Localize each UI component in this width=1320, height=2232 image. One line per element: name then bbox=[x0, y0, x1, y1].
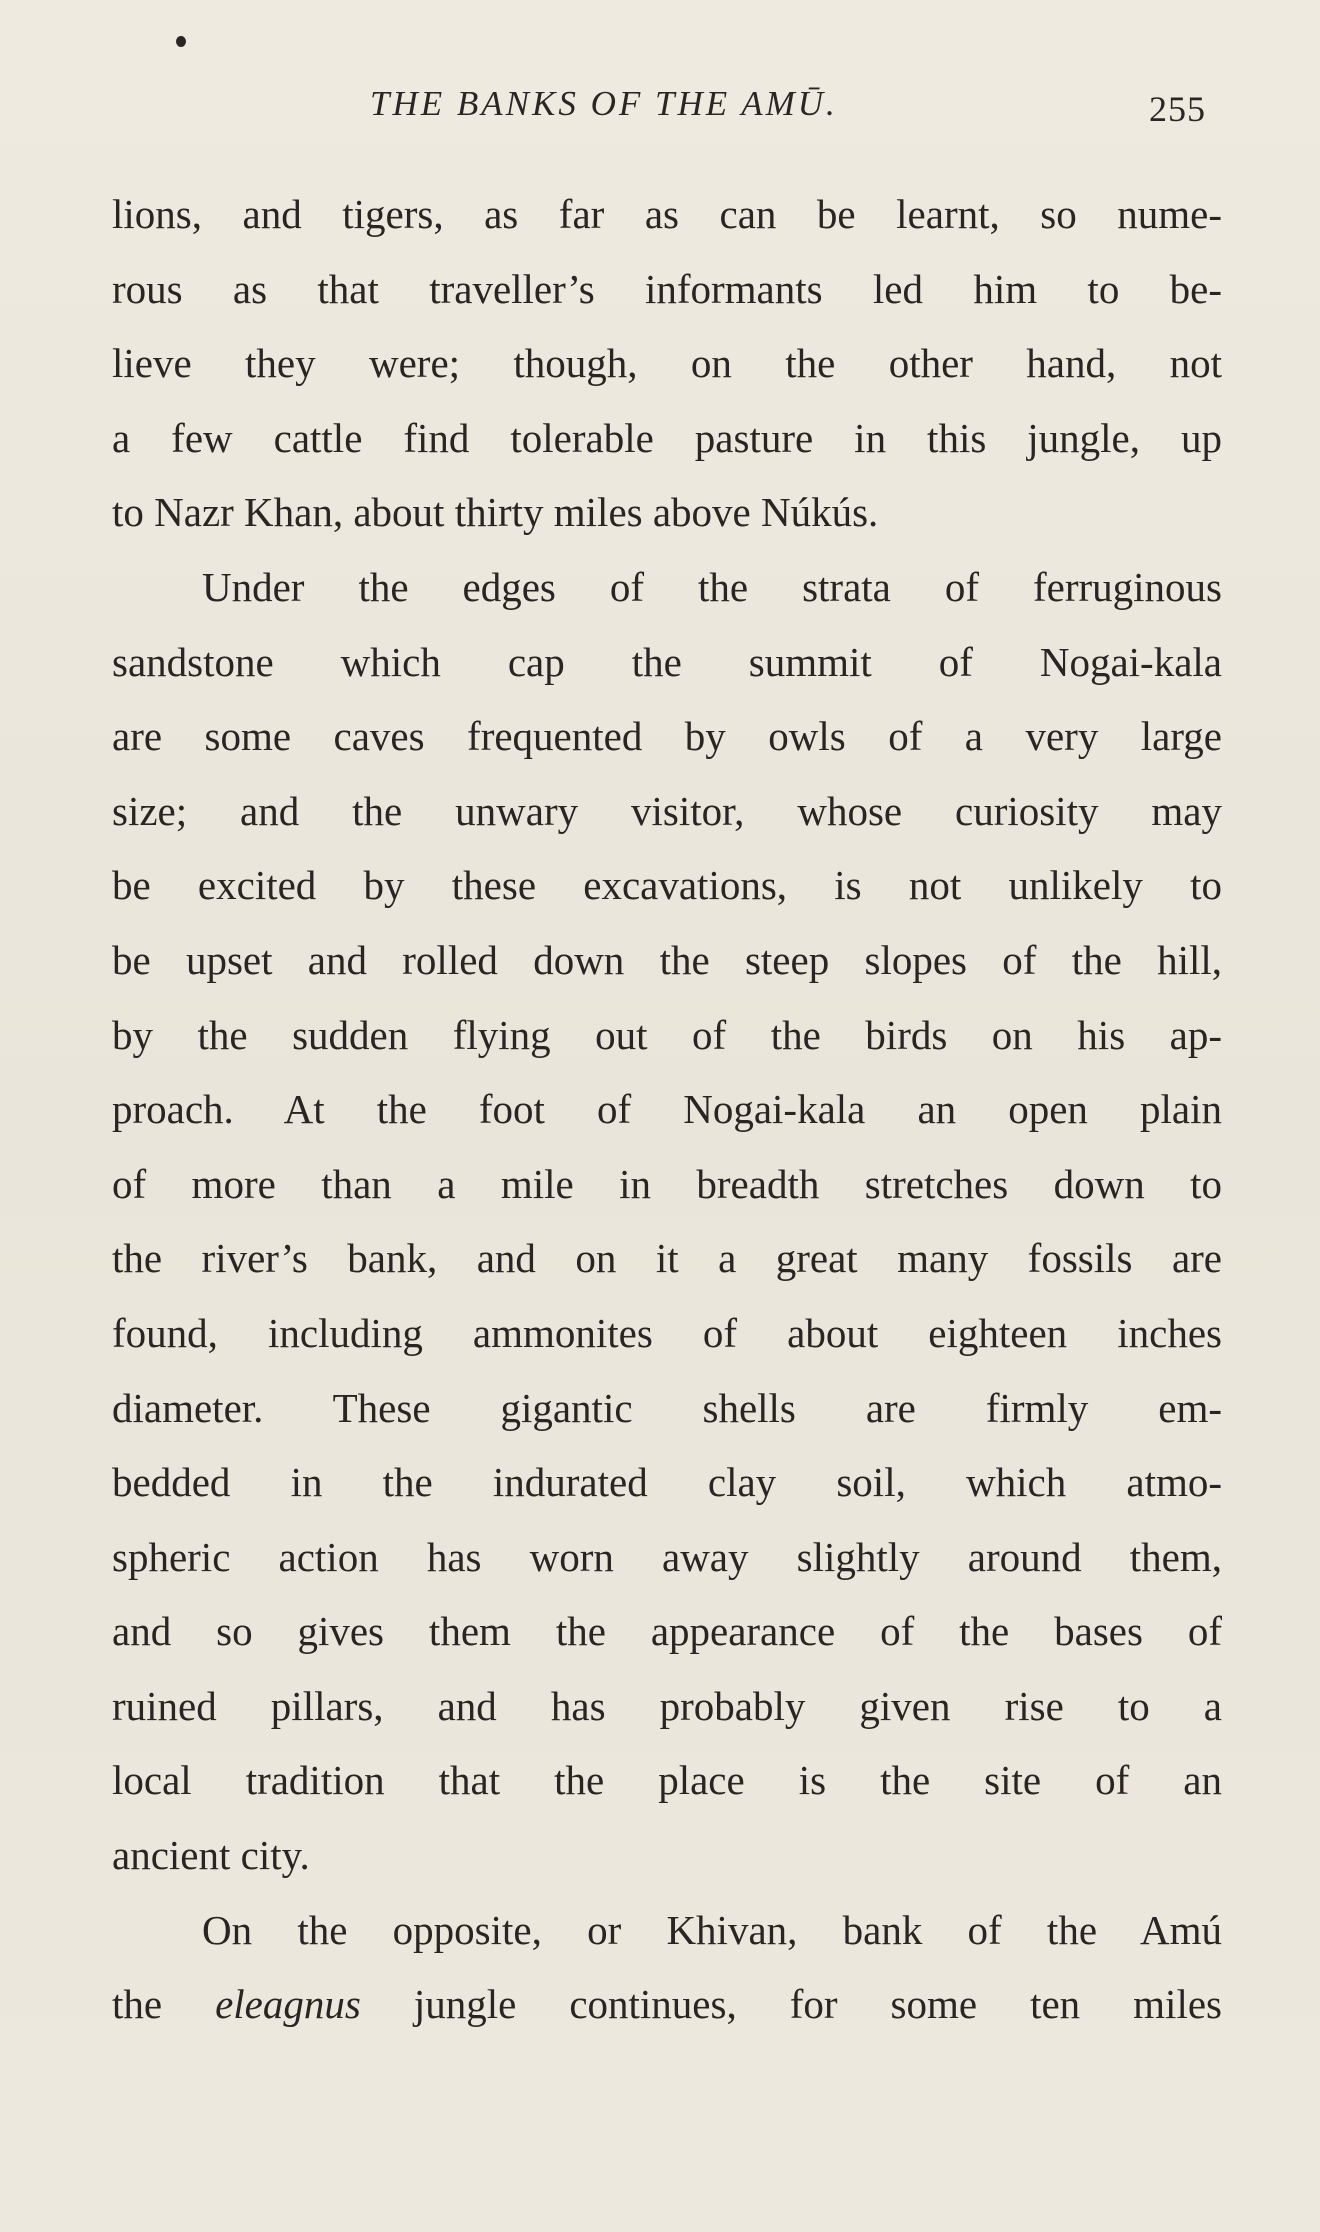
ink-spot bbox=[176, 36, 186, 47]
text-line: sandstone which cap the summit of Nogai-kala bbox=[112, 638, 1222, 685]
text-line: size; and the unwary visitor, whose curiosity may bbox=[112, 787, 1222, 834]
text-line: be excited by these excavations, is not unlikely to bbox=[112, 862, 1222, 909]
running-head: THE BANKS OF THE AMŪ. bbox=[370, 84, 838, 123]
body-text bbox=[112, 177, 1222, 2042]
text-line: ruined pillars, and has probably given rise to a bbox=[112, 1682, 1222, 1729]
text-line: by the sudden flying out of the birds on his ap- bbox=[112, 1011, 1222, 1058]
text-line: the eleagnus jungle continues, for some ten miles bbox=[112, 1981, 1222, 2028]
text-line: diameter. These gigantic shells are firmly em- bbox=[112, 1384, 1222, 1431]
text-line: lions, and tigers, as far as can be learnt, so nume- bbox=[112, 191, 1222, 237]
text-line: to Nazr Khan, about thirty miles above Núkús. bbox=[112, 489, 879, 536]
text-line: proach. At the foot of Nogai-kala an open plain bbox=[112, 1086, 1222, 1133]
text-line: be upset and rolled down the steep slopes of the hill, bbox=[112, 936, 1222, 983]
text-line: On the opposite, or Khivan, bank of the Amú bbox=[202, 1906, 1222, 1953]
text-line: bedded in the indurated clay soil, which atmo- bbox=[112, 1459, 1222, 1506]
text-line: ancient city. bbox=[112, 1832, 310, 1879]
page-header bbox=[112, 78, 1222, 138]
italic-word: eleagnus bbox=[215, 1981, 361, 2028]
text-line: are some caves frequented by owls of a very large bbox=[112, 713, 1222, 760]
text-line: the river’s bank, and on it a great many fossils are bbox=[112, 1235, 1222, 1282]
text-line: and so gives them the appearance of the bases of bbox=[112, 1608, 1222, 1655]
text-line: found, including ammonites of about eighteen inches bbox=[112, 1309, 1222, 1356]
text-line: rous as that traveller’s informants led him to be- bbox=[112, 265, 1222, 312]
text-line: spheric action has worn away slightly around them, bbox=[112, 1533, 1222, 1580]
text-line: of more than a mile in breadth stretches down to bbox=[112, 1160, 1222, 1207]
text-line: local tradition that the place is the site of an bbox=[112, 1757, 1222, 1804]
text-line: lieve they were; though, on the other hand, not bbox=[112, 340, 1222, 387]
text-line: Under the edges of the strata of ferruginous bbox=[202, 563, 1222, 610]
page-number: 255 bbox=[1149, 89, 1206, 129]
text-line: a few cattle find tolerable pasture in this jungle, up bbox=[112, 414, 1222, 461]
